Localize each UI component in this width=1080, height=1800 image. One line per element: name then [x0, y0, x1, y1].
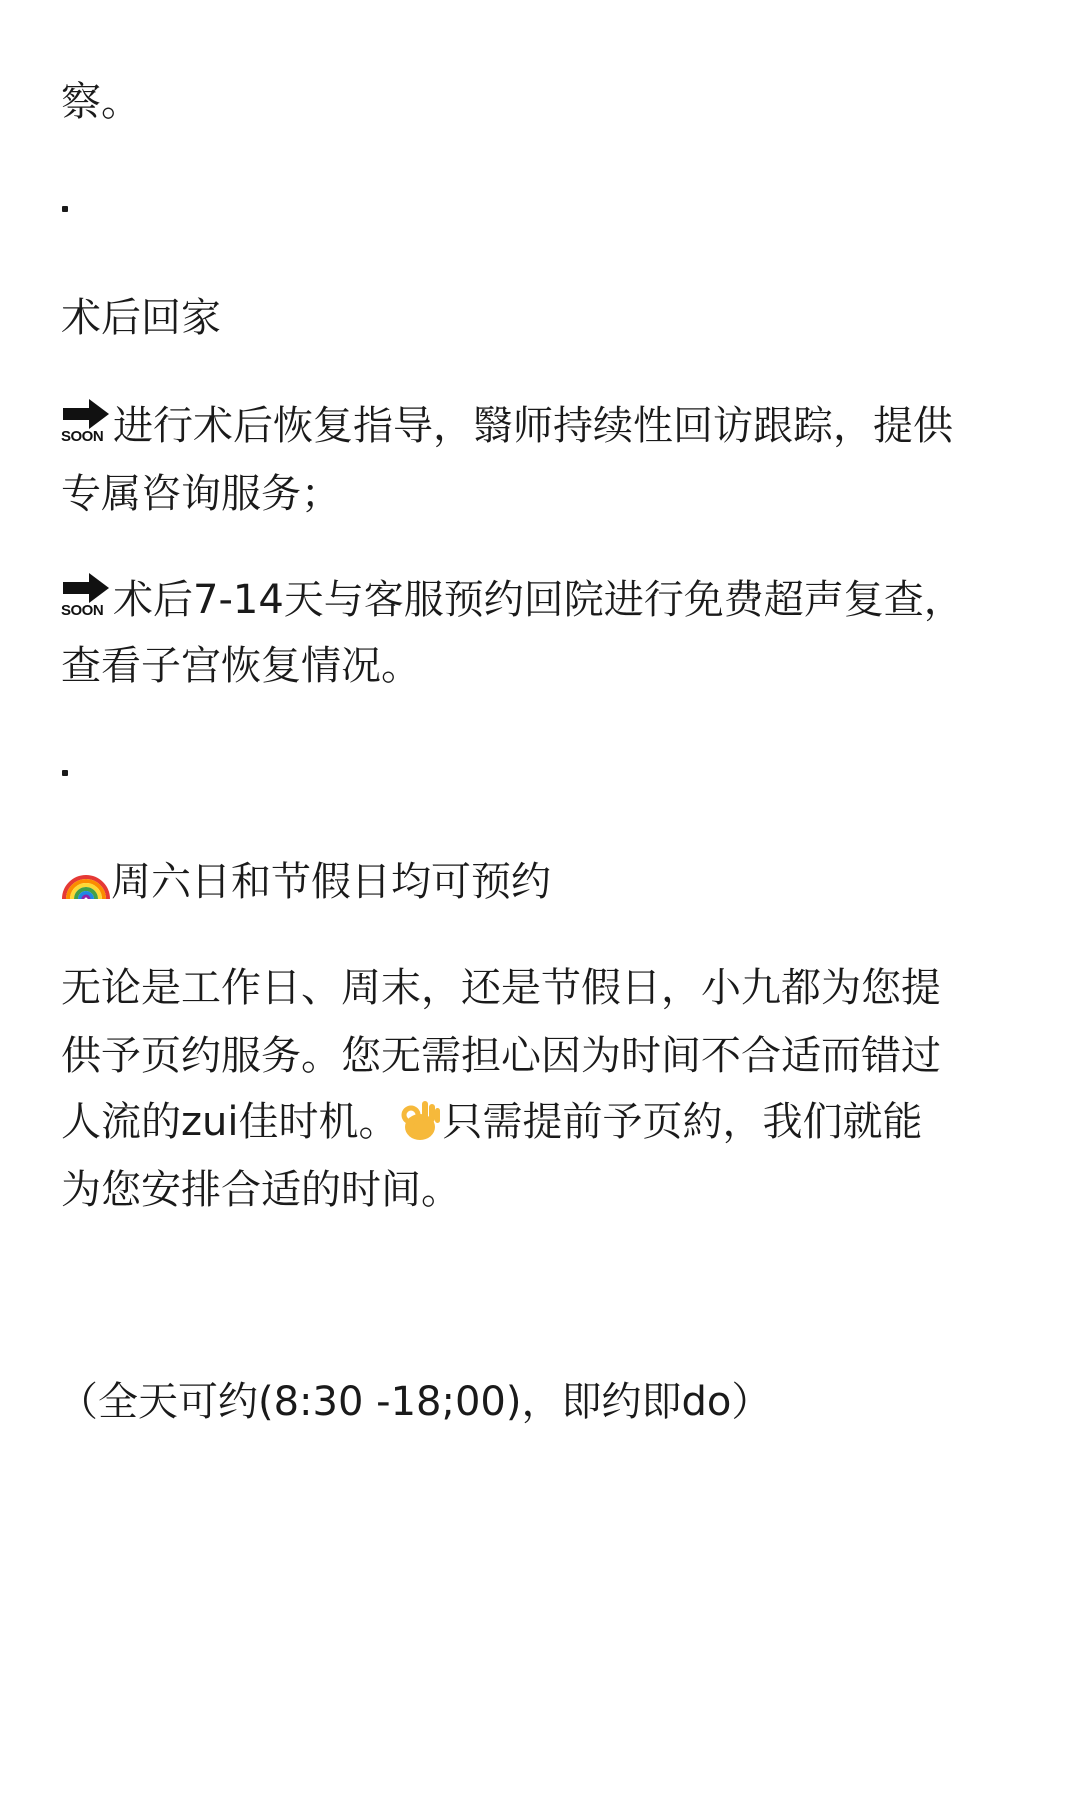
section-heading-weekend [61, 844, 1040, 920]
soon-arrow-icon: SOON [61, 399, 111, 445]
separator-dot [62, 770, 68, 776]
soon-arrow-icon: SOON [61, 573, 111, 619]
text-line-1: 察。 [61, 79, 141, 125]
paragraph-line-1: 无论是工作日、周末，还是节假日，小九都为您提 [61, 965, 941, 1011]
rainbow-icon [61, 857, 111, 903]
text-line-3-content: 进行术后恢复指导，翳师持续性回访跟踪，提供 [113, 403, 953, 449]
separator-dot [62, 206, 68, 212]
paragraph-line-3 [61, 1084, 1040, 1160]
weekend-heading-text: 周六日和节假日均可预约 [111, 859, 551, 905]
paragraph-line-3a: 人流的zui佳时机。 [61, 1099, 399, 1145]
ok-hand-icon [398, 1097, 442, 1143]
text-line-5-content: 术后7-14天与客服预约回院进行免费超声复查， [113, 577, 964, 623]
hours-note: （全天可约(8:30 -18;00)，即约即do） [58, 1379, 772, 1425]
text-line-4: 专属咨询服务； [61, 471, 341, 517]
paragraph-line-3b: 只需提前予页約，我们就能 [442, 1099, 923, 1145]
paragraph-line-2: 供予页约服务。您无需担心因为时间不合适而错过 [61, 1033, 941, 1079]
paragraph-line-4: 为您安排合适的时间。 [61, 1167, 461, 1213]
text-line-5 [61, 562, 1040, 638]
section-heading-post-op: 术后回家 [61, 295, 221, 341]
text-line-6: 查看子宫恢复情况。 [61, 643, 421, 689]
text-line-3 [61, 388, 1040, 464]
